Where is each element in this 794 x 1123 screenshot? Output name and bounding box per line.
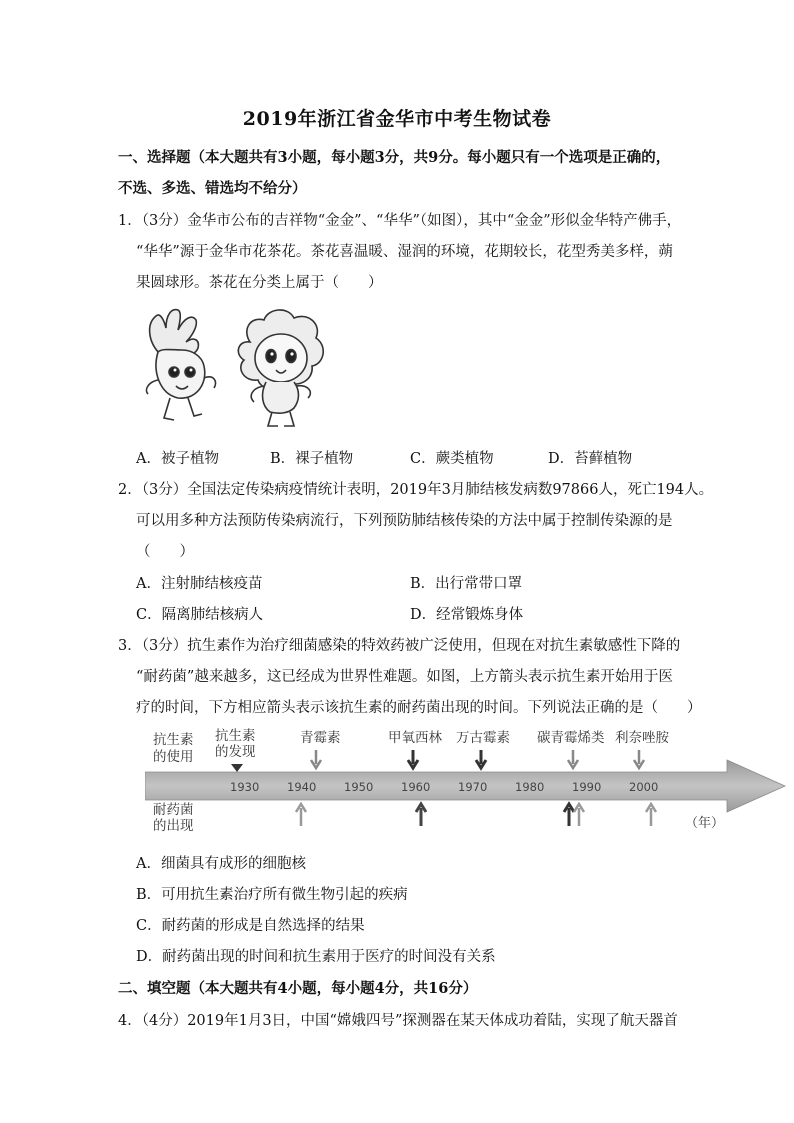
year-label: 1930 xyxy=(230,780,260,794)
q4-line1: 4．（4分）2019年1月3日，中国“嫦娥四号”探测器在某天体成功着陆，实现了航天器首 xyxy=(118,1013,678,1029)
year-label: 1990 xyxy=(572,780,602,794)
q1-line3: 果圆球形。茶花在分类上属于（ ） xyxy=(136,275,383,291)
section1-heading-line1: 一、选择题（本大题共有3小题，每小题3分，共9分。每小题只有一个选项是正确的， xyxy=(118,149,671,166)
q3-line2: “耐药菌”越来越多，这已经成为世界性难题。如图，上方箭头表示抗生素开始用于医 xyxy=(136,669,673,685)
antibiotic-linezolid: 利奈唑胺 xyxy=(615,730,669,746)
q1-line2: “华华”源于金华市花茶花。茶花喜温暖、湿润的环境，花期较长，花型秀美多样，蒴 xyxy=(136,244,673,260)
q2-option-a[interactable]: A．注射肺结核疫苗 xyxy=(136,576,263,592)
year-label: 1960 xyxy=(401,780,431,794)
year-label: 1940 xyxy=(287,780,317,794)
q2-line1: 2．（3分）全国法定传染病疫情统计表明，2019年3月肺结核发病数97866人，死亡194人。 xyxy=(118,482,714,498)
antibiotic-timeline xyxy=(145,724,794,834)
q1-option-c[interactable]: C．蕨类植物 xyxy=(410,451,494,467)
mascot-jinjin xyxy=(146,310,215,420)
q2-option-d[interactable]: D．经常锻炼身体 xyxy=(410,607,524,623)
year-label: 1950 xyxy=(344,780,374,794)
mascot-huahua xyxy=(238,310,323,426)
q2-option-b[interactable]: B．出行常带口罩 xyxy=(410,576,523,592)
section2-heading: 二、填空题（本大题共有4小题，每小题4分，共16分） xyxy=(118,980,478,997)
q3-option-b[interactable]: B．可用抗生素治疗所有微生物引起的疾病 xyxy=(136,887,408,903)
q2-option-c[interactable]: C．隔离肺结核病人 xyxy=(136,607,264,623)
section1-heading-line2: 不选、多选、错选均不给分） xyxy=(118,180,307,197)
year-label: 1970 xyxy=(458,780,488,794)
label-resistant-1: 耐药菌 xyxy=(153,802,194,818)
label-discovery-1: 抗生素 xyxy=(215,728,256,744)
year-label: 2000 xyxy=(629,780,659,794)
label-discovery-2: 的发现 xyxy=(215,744,256,760)
timeline-unit: （年） xyxy=(685,816,725,831)
q2-line2: 可以用多种方法预防传染病流行，下列预防肺结核传染的方法中属于控制传染源的是 xyxy=(136,513,673,529)
mascot-illustration xyxy=(138,302,338,432)
q1-option-b[interactable]: B．裸子植物 xyxy=(270,451,354,467)
q1-line1: 1．（3分）金华市公布的吉祥物“金金”、“华华”（如图），其中“金金”形似金华特产佛手， xyxy=(118,213,682,229)
antibiotic-penicillin: 青霉素 xyxy=(300,730,341,746)
q1-option-a[interactable]: A．被子植物 xyxy=(136,451,219,467)
label-resistant-2: 的出现 xyxy=(153,818,194,834)
antibiotic-methicillin: 甲氧西林 xyxy=(388,730,442,746)
q3-option-a[interactable]: A．细菌具有成形的细胞核 xyxy=(136,856,306,872)
q3-line3: 疗的时间，下方相应箭头表示该抗生素的耐药菌出现的时间。下列说法正确的是（ ） xyxy=(136,700,702,716)
q3-option-d[interactable]: D．耐药菌出现的时间和抗生素用于医疗的时间没有关系 xyxy=(136,949,496,965)
q1-option-d[interactable]: D．苔藓植物 xyxy=(548,451,633,467)
antibiotic-vancomycin: 万古霉素 xyxy=(456,730,510,746)
antibiotic-carbapenem: 碳青霉烯类 xyxy=(537,730,605,746)
q3-line1: 3．（3分）抗生素作为治疗细菌感染的特效药被广泛使用，但现在对抗生素敏感性下降的 xyxy=(118,638,681,654)
year-label: 1980 xyxy=(515,780,545,794)
q3-option-c[interactable]: C．耐药菌的形成是自然选择的结果 xyxy=(136,918,365,934)
label-antibiotic-use-1: 抗生素 xyxy=(153,732,194,748)
exam-title: 2019年浙江省金华市中考生物试卷 xyxy=(242,108,552,130)
q2-line3: （ ） xyxy=(136,544,194,560)
label-antibiotic-use-2: 的使用 xyxy=(153,749,194,765)
